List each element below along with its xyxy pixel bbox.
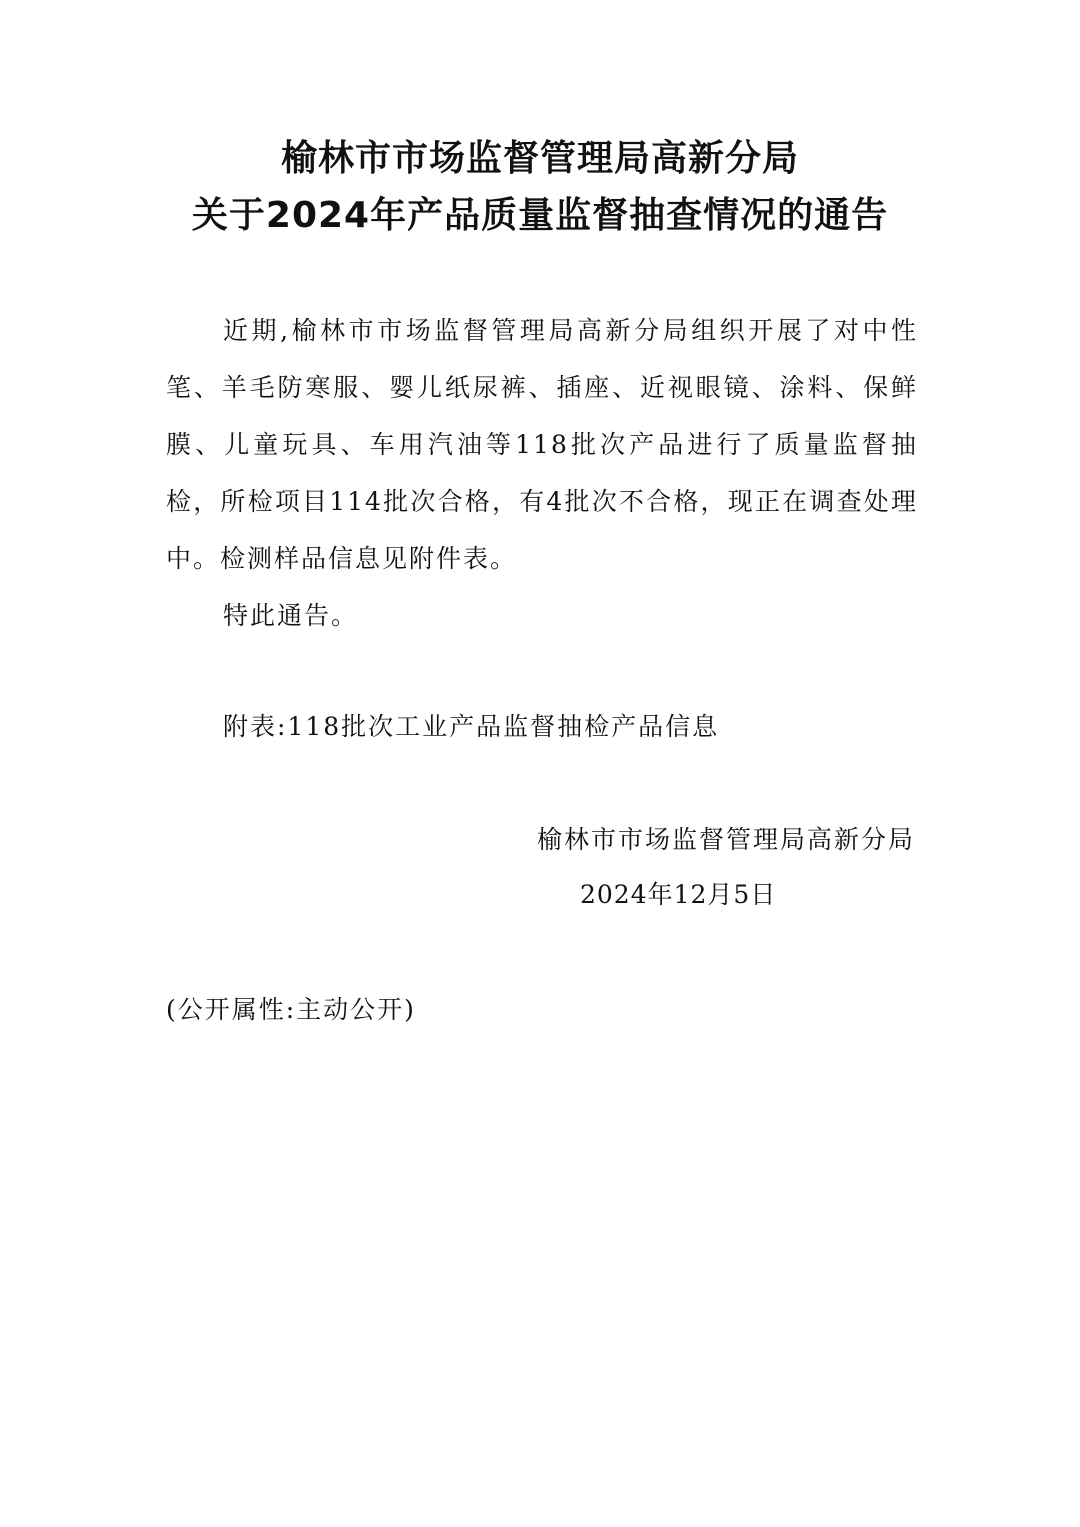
document-title-line-1: 榆林市市场监督管理局高新分局 [280,138,799,179]
document-title-line-2: 关于2024年产品质量监督抽查情况的通告 [191,195,889,236]
closing-statement: 特此通告。 [223,601,359,630]
signature-organization: 榆林市市场监督管理局高新分局 [536,825,915,854]
attachment-note: 附表:118批次工业产品监督抽检产品信息 [223,712,720,741]
signature-date: 2024年12月5日 [580,880,777,909]
body-paragraph: 近期,榆林市市场监督管理局高新分局组织开展了对中性笔、羊毛防寒服、婴儿纸尿裤、插座、近视眼镜、涂料、保鲜膜、儿童玩具、车用汽油等118批次产品进行了质量监督抽检，所检项目114批次合格，有4批次不合格，现正在调查处理中。检测样品信息见附件表。 [166,316,918,573]
disclosure-attribute: (公开属性:主动公开) [166,995,416,1024]
